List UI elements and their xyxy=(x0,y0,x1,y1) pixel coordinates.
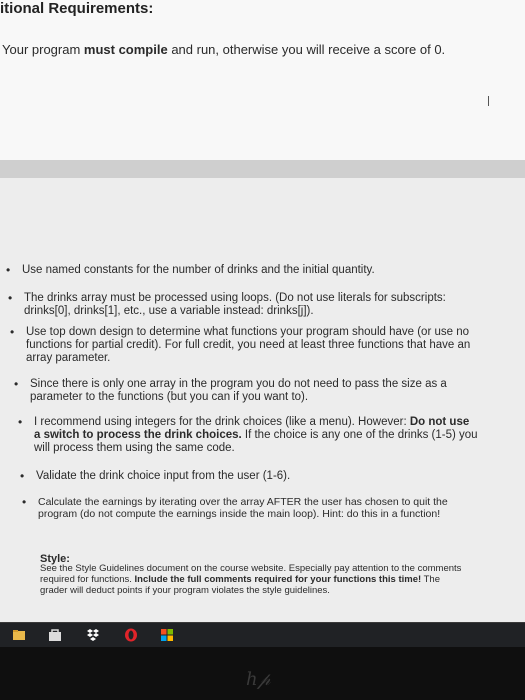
microsoft-office-icon[interactable] xyxy=(160,628,174,642)
page-divider xyxy=(0,160,525,178)
bullet: • xyxy=(20,469,25,483)
opera-icon[interactable] xyxy=(124,628,138,642)
list-item-text: Use named constants for the number of drinks and the initial quantity. xyxy=(22,264,375,276)
bullet: • xyxy=(18,415,23,429)
bullet: • xyxy=(8,291,13,305)
style-bold: Include the full comments required for your functions this time! xyxy=(134,574,422,585)
item-after: If the choice is any one of the drinks (1-5) you will process them using the same code. xyxy=(34,429,478,454)
list-item xyxy=(18,416,478,455)
text-cursor xyxy=(488,96,489,106)
intro-line xyxy=(2,42,445,57)
store-icon[interactable] xyxy=(48,628,62,642)
bullet: • xyxy=(6,263,11,277)
bullet: • xyxy=(22,495,27,509)
list-item-text: Since there is only one array in the program you do not need to pass the size as a parameter to the functions (but you can if you want to). xyxy=(30,378,447,403)
list-item-text: Validate the drink choice input from the user (1-6). xyxy=(36,470,291,482)
bullet: • xyxy=(10,325,15,339)
taskbar xyxy=(0,622,525,647)
section-heading: itional Requirements: xyxy=(0,0,154,17)
bullet: • xyxy=(14,377,19,391)
laptop-bezel xyxy=(0,647,525,700)
list-item-text: The drinks array must be processed using loops. (Do not use literals for subscripts: drinks[0], drinks[1], etc., use a variable instead: drinks[j]). xyxy=(24,292,446,317)
style-heading: Style: xyxy=(40,553,70,565)
file-explorer-icon[interactable] xyxy=(12,628,26,642)
dropbox-icon[interactable] xyxy=(86,628,100,642)
list-item xyxy=(10,326,480,365)
list-item xyxy=(14,378,484,404)
intro-before: Your program xyxy=(2,42,84,57)
list-item-text: Calculate the earnings by iterating over the array AFTER the user has chosen to quit the program (do not compute the earnings inside the main loop). Hint: do this in a function! xyxy=(38,496,448,520)
intro-bold: must compile xyxy=(83,42,168,57)
document-header-panel xyxy=(0,0,525,160)
style-paragraph xyxy=(40,563,470,596)
style-before: See the Style Guidelines document on the course website. Especially pay attention to the comments required for functions. xyxy=(40,563,462,585)
hp-logo: ℎ𝓅 xyxy=(246,669,271,690)
intro-after: and run, otherwise you will receive a score of 0. xyxy=(167,42,446,57)
item-before: I recommend using integers for the drink choices (like a menu). However: xyxy=(34,416,410,428)
list-item-text: Use top down design to determine what functions your program should have (or use no functions for partial credit). For full credit, you need at least three functions that have an array parameter. xyxy=(26,326,471,364)
item-bold: Do not use a switch to process the drink choices. xyxy=(34,416,470,441)
list-item xyxy=(8,292,478,318)
list-item xyxy=(6,264,476,277)
list-item xyxy=(22,496,472,520)
list-item xyxy=(20,470,476,483)
style-after: The grader will deduct points if your program violates the style guidelines. xyxy=(40,574,440,596)
list-item-text xyxy=(34,416,478,455)
